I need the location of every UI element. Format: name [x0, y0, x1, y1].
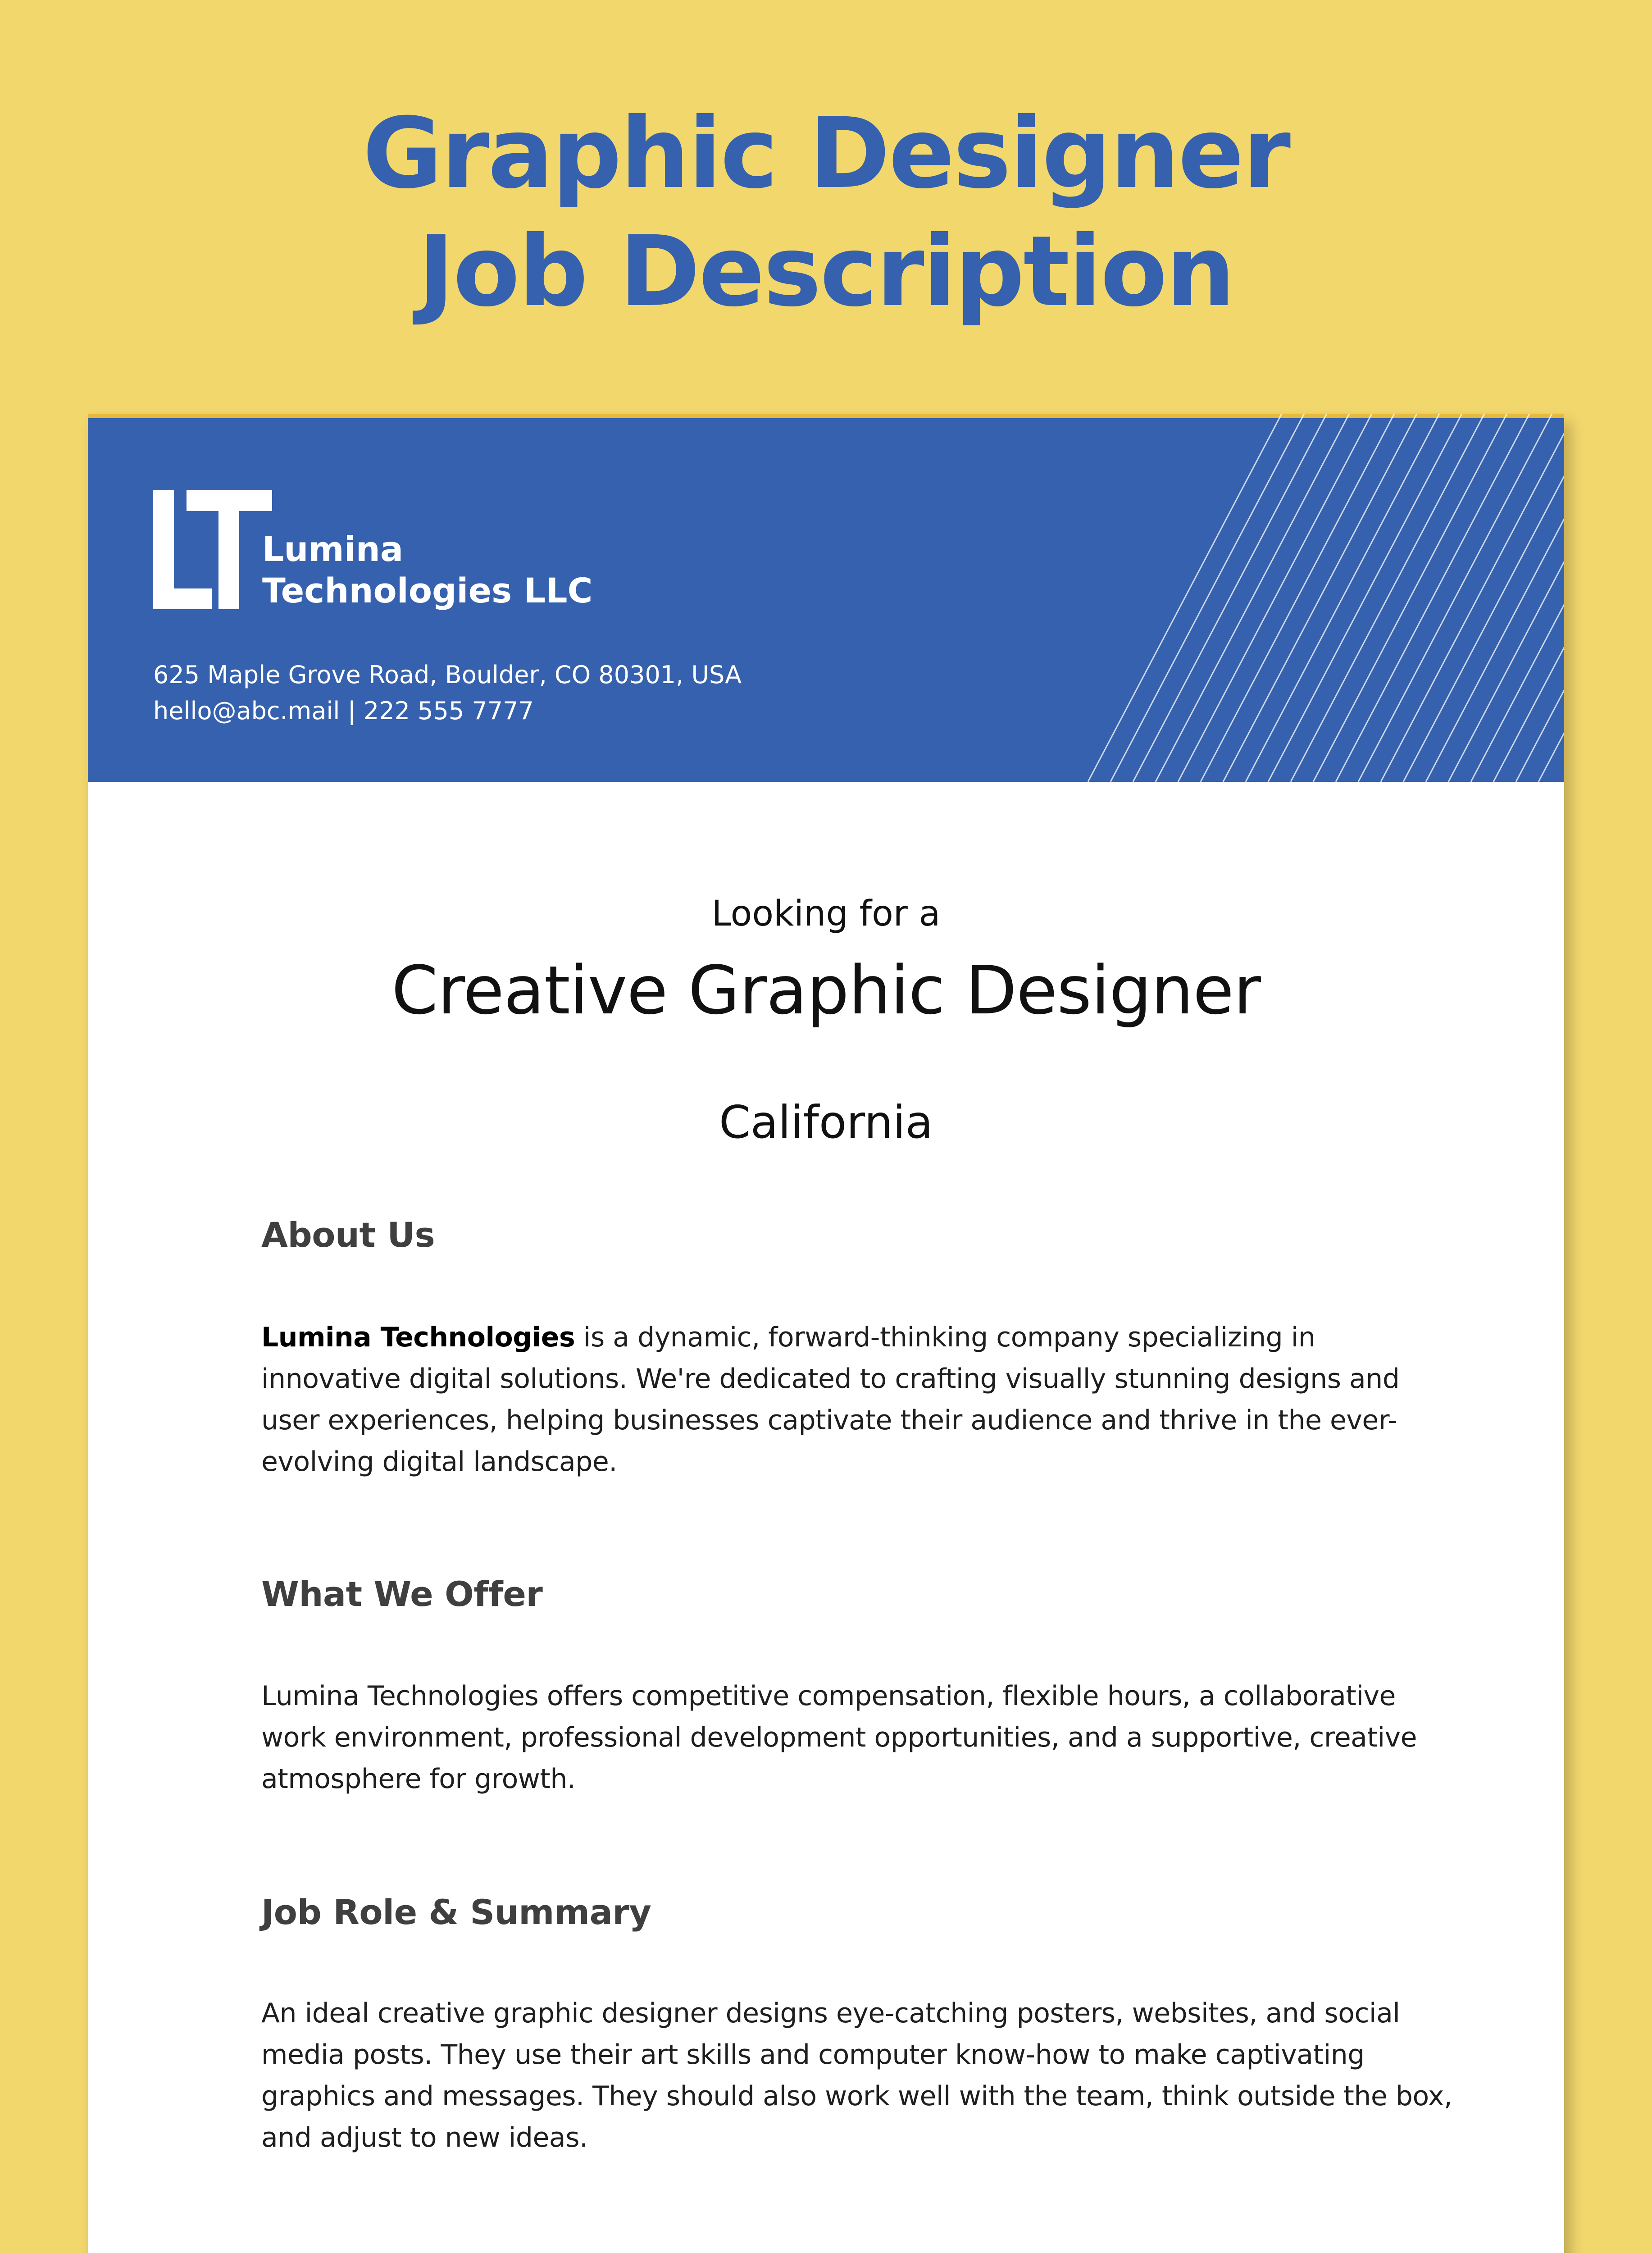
company-name-bold: Lumina Technologies — [261, 1322, 575, 1353]
job-role-text: An ideal creative graphic designer designs eye-catching posters, websites, and social media posts. They use their art skills and computer know-how to make captivating graphics and messages. They should also work well with the team, think outside the box, and adjust to new ideas. — [261, 1998, 1452, 2153]
company-address: 625 Maple Grove Road, Boulder, CO 80301, USA — [153, 661, 742, 689]
company-contact: hello@abc.mail | 222 555 7777 — [153, 697, 534, 725]
company-name-line-2: Technologies LLC — [262, 570, 593, 611]
about-us-text-rest: is a dynamic, forward-thinking company specializing in innovative digital solutions. We're dedicated to crafting visually stunning designs and user experiences, helping businesses captivate their audience and thrive in the ever-evolving digital landscape. — [261, 1322, 1400, 1478]
intro-text: Looking for a — [711, 894, 941, 934]
job-description-document — [88, 414, 1564, 2253]
job-location: California — [719, 1096, 933, 1149]
position-title: Creative Graphic Designer — [391, 952, 1261, 1029]
about-us-heading: About Us — [261, 1215, 435, 1255]
what-we-offer-heading: What We Offer — [261, 1574, 543, 1614]
page-title-line-1: Graphic Designer — [362, 97, 1290, 210]
what-we-offer-text: Lumina Technologies offers competitive compensation, flexible hours, a collaborative work environment, professional development opportunities, and a supportive, creative atmosphere for growth. — [261, 1680, 1417, 1795]
company-name — [262, 529, 592, 611]
lt-monogram-icon — [153, 490, 275, 612]
about-us-text — [261, 1317, 1455, 1482]
company-name-line-1: Lumina — [262, 529, 404, 569]
page-title — [0, 95, 1652, 331]
job-role-heading: Job Role & Summary — [261, 1892, 651, 1932]
page-title-line-2: Job Description — [418, 215, 1234, 328]
